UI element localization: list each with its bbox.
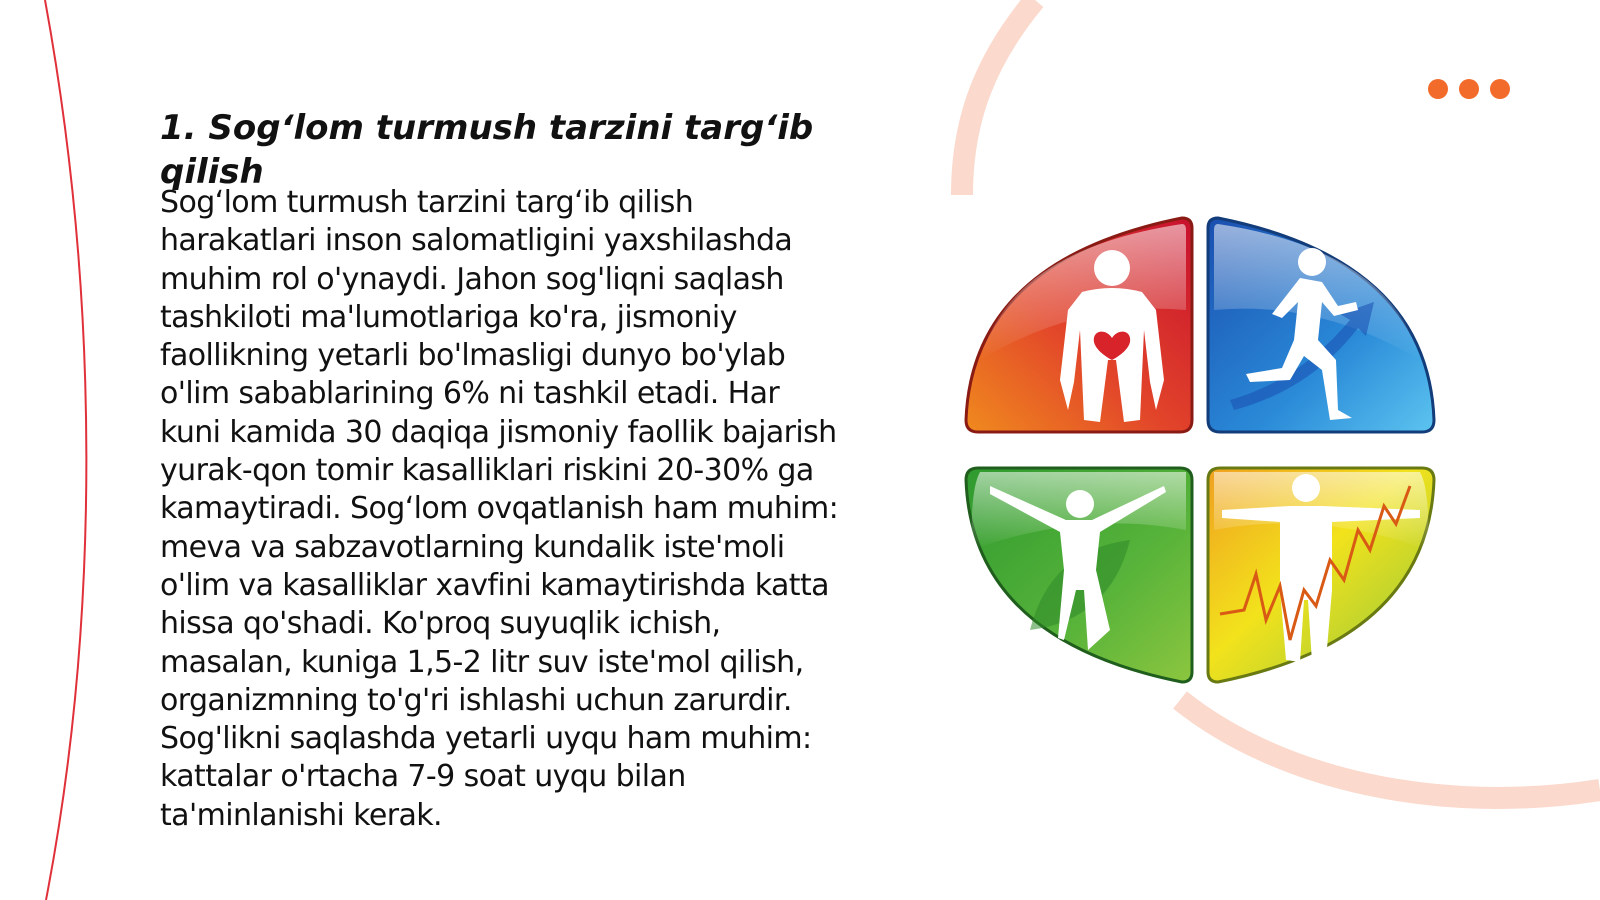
slide-title: 1. Sog‘lom turmush tarzini targ‘ib qilish — [160, 108, 814, 192]
runner-quadrant — [1208, 218, 1434, 432]
health-wellness-quadrant-emblem — [960, 210, 1440, 690]
left-red-arc — [45, 0, 86, 900]
bottom-peach-arc — [1180, 700, 1600, 798]
dot-icon — [1490, 79, 1510, 99]
freedom-figure-quadrant — [966, 468, 1192, 682]
dot-icon — [1428, 79, 1448, 99]
heart-body-quadrant — [966, 218, 1192, 432]
three-dots-icon — [1428, 79, 1510, 99]
top-peach-arc — [962, 0, 1035, 195]
vitality-chart-quadrant — [1208, 468, 1434, 682]
slide-body-text: Sog‘lom turmush tarzini targ‘ib qilish harakatlari inson salomatligini yaxshilashda muhim rol o'ynaydi. Jahon sog'liqni saqlash tashkiloti ma'lumotlariga ko'ra, jismoniy faollikning yetarli bo'lmasligi dunyo bo'ylab o'lim sabablarining 6% ni tashkil etadi. Har kuni kamida 30 daqiqa jismoniy faollik bajarish yurak-qon tomir kasalliklari riskini 20-30% ga kamaytiradi. Sog‘lom ovqatlanish ham muhim: meva va sabzavotlarning kundalik iste'moli o'lim va kasalliklar xavfini kamaytirishda katta hissa qo'shadi. Ko'proq suyuqlik ichish, masalan, kuniga 1,5-2 litr suv iste'mol qilish, organizmning to'g'ri ishlashi uchun zarurdir. Sog'likni saqlashda yetarli uyqu ham muhim: kattalar o'rtacha 7-9 soat uyqu bilan ta'minlanishi kerak. — [160, 185, 839, 833]
dot-icon — [1459, 79, 1479, 99]
